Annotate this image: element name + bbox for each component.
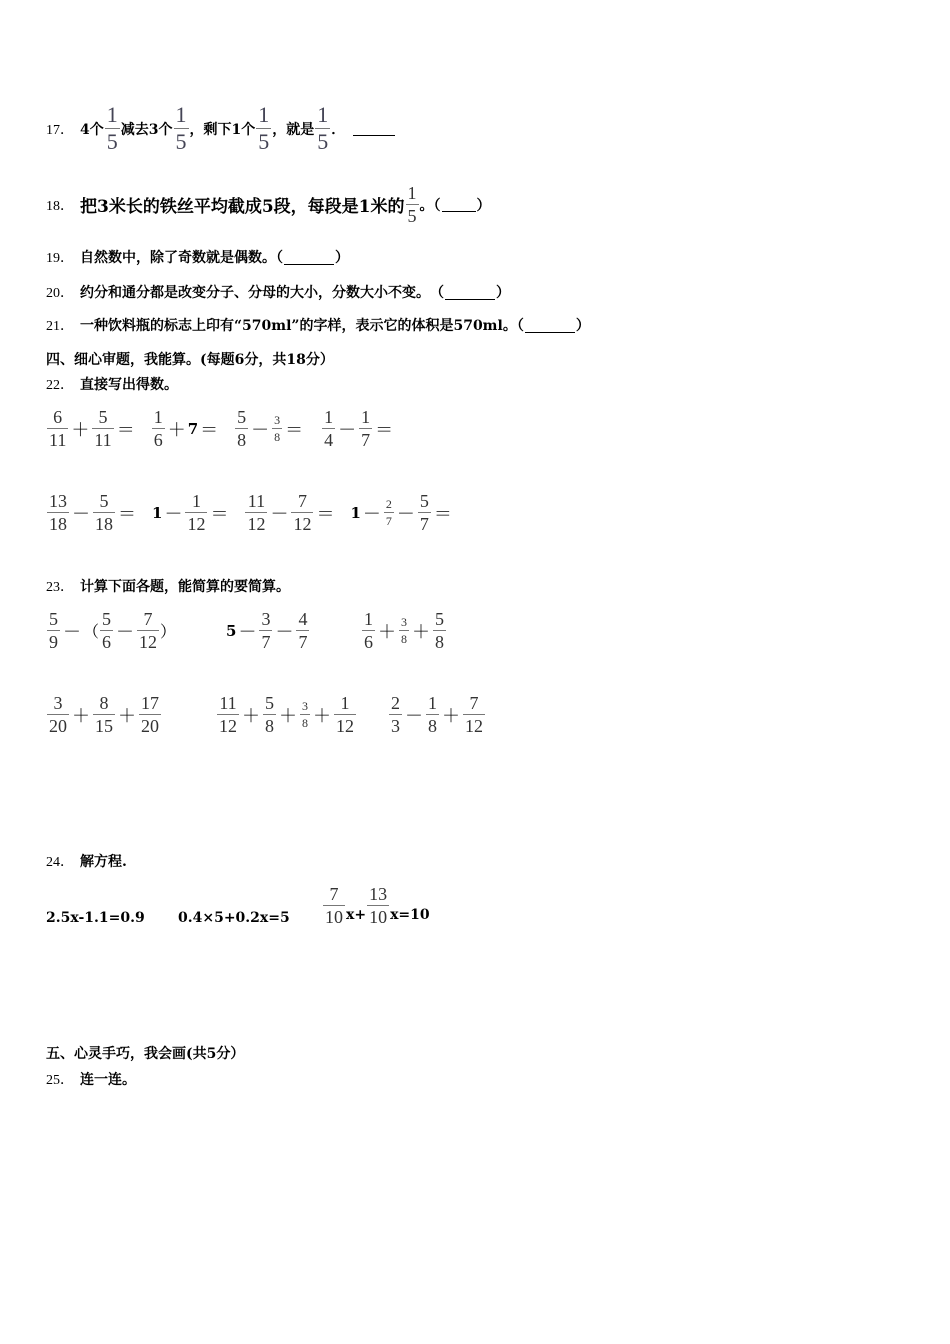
fraction: $\frac{7}{12}$	[293, 491, 312, 534]
fraction: $\frac{13}{18}$	[49, 491, 67, 534]
fraction: $\frac{3}{20}$	[49, 693, 67, 736]
question-22	[46, 374, 178, 394]
q22-row-2	[46, 492, 454, 533]
equation-2: 0.4×5+0.2x=5	[178, 910, 290, 926]
question-number: 20．	[46, 286, 74, 301]
expression	[321, 408, 395, 449]
fraction: $\frac{1}{7}$	[361, 407, 371, 450]
section-5-heading: 五、心灵手巧，我会画(共5分）	[46, 1046, 245, 1062]
fraction: $\frac{11}{12}$	[219, 693, 237, 736]
expression	[244, 492, 336, 533]
q21-text: 一种饮料瓶的标志上印有“570ml”的字样，表示它的体积是570ml。（	[80, 318, 524, 334]
number: 1	[152, 503, 163, 522]
number: 5	[226, 621, 237, 640]
equals-sign: ＝	[210, 503, 229, 525]
q17-text-e: 1个	[231, 121, 256, 138]
question-18	[46, 184, 491, 225]
plus-sign: ＋	[72, 705, 90, 727]
plus-sign: ＋	[313, 705, 331, 727]
equation-3	[322, 885, 430, 926]
fraction: $\frac{6}{11}$	[49, 407, 67, 450]
question-number: 17．	[46, 122, 74, 138]
fraction: $\frac{5}{7}$	[419, 491, 429, 534]
plus-sign: ＋	[442, 705, 460, 727]
plus-sign: ＋	[167, 419, 186, 441]
expression	[388, 694, 486, 735]
minus-sign: －	[405, 705, 423, 727]
plus-sign: ＋	[279, 705, 297, 727]
fraction: $\frac{1}{5}$	[175, 102, 187, 154]
expression	[226, 610, 361, 651]
fraction: $\frac{5}{9}$	[49, 609, 58, 652]
fraction: $\frac{1}{5}$	[106, 102, 118, 154]
minus-sign: －	[275, 621, 294, 643]
plus-sign: ＋	[118, 705, 136, 727]
question-20	[46, 282, 510, 302]
plus-sign: ＋	[378, 621, 396, 643]
equation-1: 2.5x-1.1=0.9	[46, 910, 145, 926]
fraction: $\frac{3}{7}$	[261, 609, 271, 652]
minus-sign: －	[362, 503, 381, 525]
q21-close: ）	[575, 318, 590, 334]
fraction: $\frac{17}{20}$	[141, 693, 159, 736]
expression	[361, 610, 447, 651]
expression	[350, 492, 453, 533]
q22-text: 直接写出得数。	[80, 377, 178, 393]
fraction: $\frac{7}{10}$	[325, 883, 343, 927]
fraction: $\frac{7}{12}$	[465, 693, 483, 736]
expression	[151, 408, 220, 449]
q23-text: 计算下面各题，能简算的要简算。	[80, 579, 290, 595]
right-paren: ）	[160, 622, 177, 641]
question-24	[46, 851, 127, 871]
expression	[46, 694, 216, 735]
q23-row-2	[46, 694, 486, 735]
fraction: $\frac{3}{8}$	[274, 413, 281, 444]
number: 1	[350, 503, 361, 522]
question-25	[46, 1069, 136, 1089]
question-number: 19．	[46, 251, 74, 266]
minus-sign: －	[338, 419, 357, 441]
minus-sign: －	[116, 621, 135, 643]
fraction: $\frac{4}{7}$	[298, 609, 308, 652]
q24-equations	[46, 884, 430, 926]
q17-text-g: ．	[331, 121, 346, 138]
plus-sign: ＋	[412, 621, 430, 643]
question-19	[46, 247, 349, 267]
q20-text: 约分和通分都是改变分子、分母的大小，分数大小不变。 （	[80, 285, 444, 301]
fraction: $\frac{7}{12}$	[139, 609, 158, 652]
expression	[46, 492, 138, 533]
plus-sign: ＋	[71, 419, 90, 441]
fraction: $\frac{8}{15}$	[95, 693, 113, 736]
section-4-heading: 四、细心审题，我能算。(每题6分，共18分）	[46, 352, 334, 368]
q25-text: 连一连。	[80, 1072, 136, 1088]
answer-blank[interactable]	[353, 121, 395, 136]
question-number: 25．	[46, 1073, 74, 1088]
fraction: $\frac{5}{8}$	[265, 693, 274, 736]
equals-sign: ＝	[316, 503, 335, 525]
fraction: $\frac{1}{4}$	[324, 407, 334, 450]
q24-text: 解方程.	[80, 854, 127, 870]
q17-text-f: ，就是	[272, 121, 315, 138]
fraction: $\frac{1}{12}$	[187, 491, 206, 534]
expression	[46, 610, 226, 651]
answer-blank[interactable]	[284, 250, 334, 265]
left-paren: （	[83, 622, 100, 641]
equals-sign: ＝	[116, 419, 135, 441]
expression	[216, 694, 388, 735]
q22-row-1	[46, 408, 395, 449]
expression	[234, 408, 305, 449]
minus-sign: －	[164, 503, 183, 525]
eq3-text: x=10	[390, 907, 430, 923]
question-number: 22．	[46, 378, 74, 393]
answer-blank[interactable]	[442, 197, 476, 212]
fraction: $\frac{1}{5}$	[407, 183, 417, 226]
q17-text-a: 4个	[80, 121, 104, 138]
fraction: $\frac{3}{8}$	[302, 699, 308, 730]
minus-sign: －	[251, 419, 270, 441]
fraction: $\frac{1}{6}$	[364, 609, 373, 652]
minus-sign: －	[72, 503, 90, 525]
question-number: 21．	[46, 319, 74, 334]
answer-blank[interactable]	[525, 318, 575, 333]
fraction: $\frac{13}{10}$	[369, 883, 388, 927]
fraction: $\frac{1}{12}$	[336, 693, 354, 736]
q20-close: ）	[496, 285, 510, 301]
question-number: 18．	[46, 198, 74, 214]
fraction: $\frac{1}{8}$	[428, 693, 437, 736]
fraction: $\frac{5}{11}$	[94, 407, 112, 450]
q17-text-b: 减去	[120, 121, 149, 138]
q19-text: 自然数中，除了奇数就是偶数。（	[80, 250, 283, 266]
fraction: $\frac{1}{5}$	[258, 102, 270, 154]
question-23	[46, 576, 290, 596]
fraction: $\frac{3}{8}$	[401, 615, 407, 646]
answer-blank[interactable]	[445, 285, 495, 300]
q19-close: ）	[335, 250, 349, 266]
q17-text-d: ，剩下	[189, 121, 232, 138]
fraction: $\frac{2}{7}$	[385, 497, 392, 528]
equals-sign: ＝	[118, 503, 136, 525]
expression	[152, 492, 230, 533]
q18-text: 把3米长的铁丝平均截成5段，每段是1米的	[80, 197, 405, 217]
q18-close: ）	[476, 197, 491, 214]
equals-sign: ＝	[285, 419, 304, 441]
q17-text-c: 3个	[148, 121, 173, 138]
minus-sign: －	[238, 621, 257, 643]
equals-sign: ＝	[200, 419, 219, 441]
question-number: 24．	[46, 855, 74, 870]
fraction: $\frac{5}{6}$	[102, 609, 112, 652]
fraction: $\frac{2}{3}$	[391, 693, 400, 736]
q18-open: 。（	[419, 197, 441, 214]
fraction: $\frac{11}{12}$	[247, 491, 266, 534]
question-17	[46, 104, 396, 153]
equals-sign: ＝	[375, 419, 394, 441]
fraction: $\frac{5}{8}$	[435, 609, 444, 652]
fraction: $\frac{1}{5}$	[317, 102, 329, 154]
q23-row-1	[46, 610, 447, 651]
fraction: $\frac{5}{18}$	[95, 491, 113, 534]
number: 7	[187, 419, 199, 438]
question-21	[46, 315, 590, 335]
eq3-text: x+	[346, 907, 367, 923]
fraction: $\frac{1}{6}$	[153, 407, 163, 450]
question-number: 23．	[46, 580, 74, 595]
plus-sign: ＋	[242, 705, 260, 727]
fraction: $\frac{5}{8}$	[237, 407, 247, 450]
expression	[46, 408, 137, 449]
equals-sign: ＝	[433, 503, 452, 525]
minus-sign: －	[270, 503, 289, 525]
minus-sign: －	[63, 621, 81, 643]
minus-sign: －	[396, 503, 415, 525]
